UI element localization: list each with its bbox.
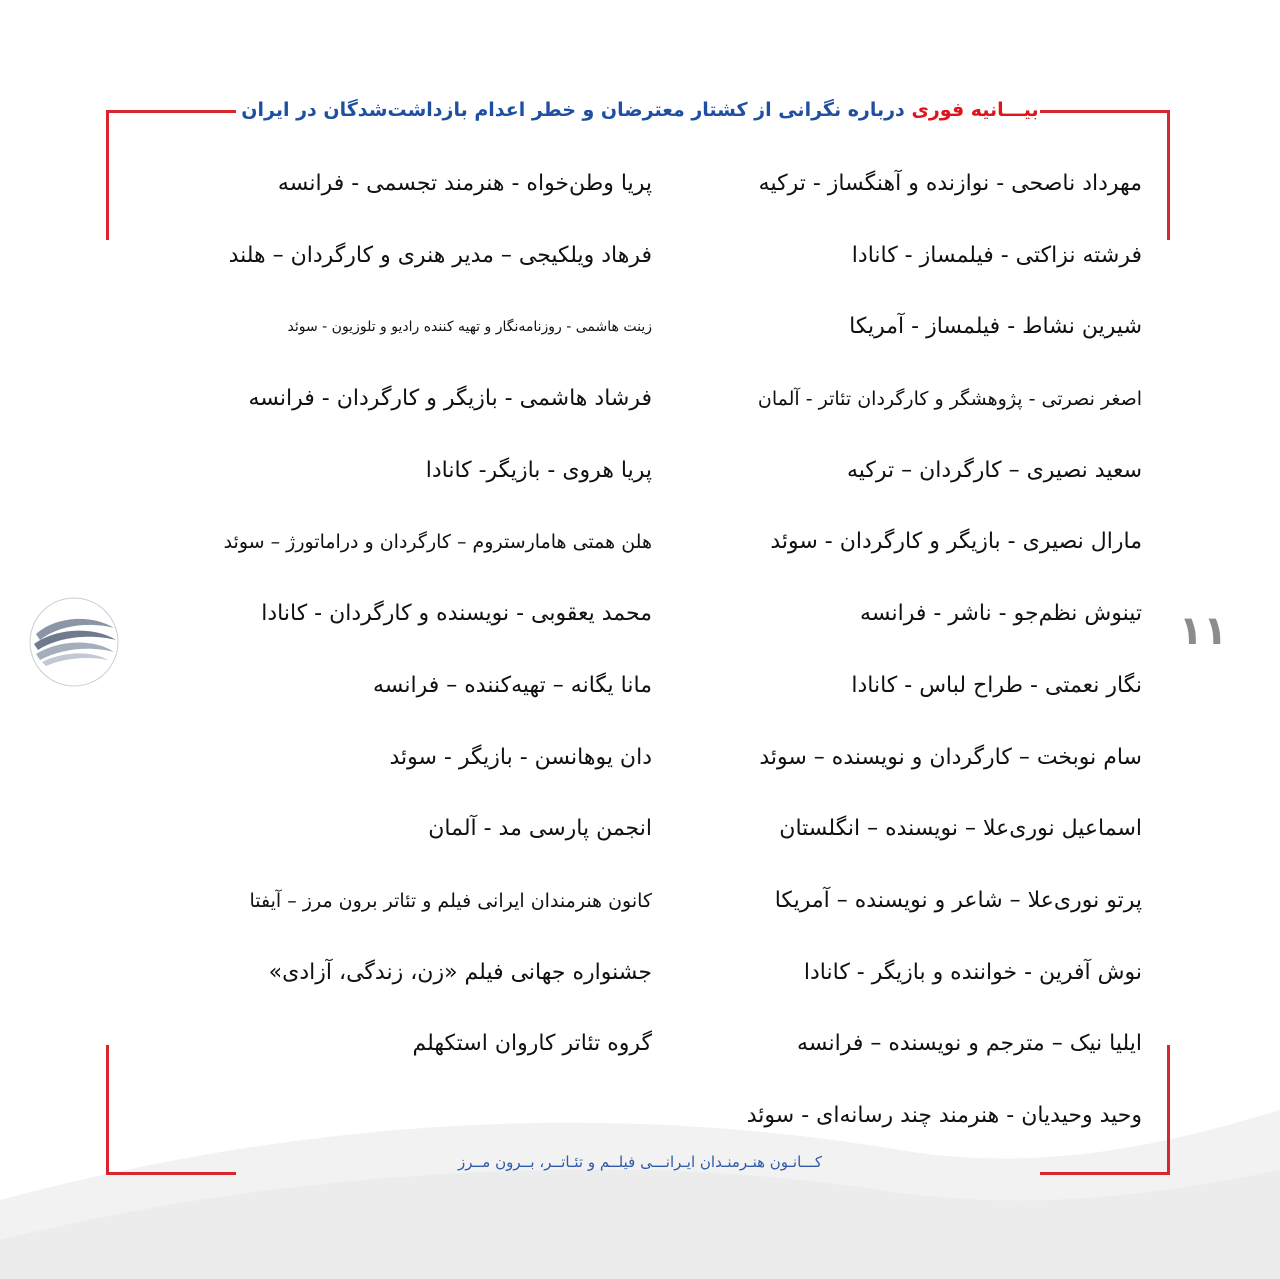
frame-line	[1040, 1172, 1170, 1175]
signatory-item: انجمن پارسی مد - آلمان	[428, 816, 652, 842]
signatory-item: هلن همتی هامارستروم – کارگردان و دراماتورژ – سوئد	[223, 531, 652, 554]
frame-line	[106, 110, 109, 240]
signatory-item: سام نوبخت – کارگردان و نویسنده – سوئد	[759, 744, 1142, 770]
signatory-item: مارال نصیری - بازیگر و کارگردان - سوئد	[770, 529, 1142, 555]
signatory-item: پریا هروی - بازیگر- کانادا	[425, 457, 652, 483]
signatory-item: گروه تئاتر کاروان استکهلم	[412, 1031, 652, 1057]
title-text: درباره نگرانی از کشتار معترضان و خطر اعدام بازداشت‌شدگان در ایران	[241, 99, 912, 121]
frame-line	[1167, 110, 1170, 240]
signatory-item: پریا وطن‌خواه - هنرمند تجسمی - فرانسه	[277, 171, 652, 196]
title-label: بیـــانیه فوری	[911, 99, 1039, 121]
frame-line	[106, 110, 236, 113]
statement-title	[240, 94, 1040, 126]
signatory-item: پرتو نوری‌علا – شاعر و نویسنده – آمریکا	[774, 887, 1142, 913]
signatory-item: دان یوهانسن - بازیگر - سوئد	[389, 744, 652, 770]
frame-line	[1040, 110, 1170, 113]
signatory-item: شیرین نشاط - فیلمساز - آمریکا	[849, 314, 1142, 340]
frame-line	[106, 1172, 236, 1175]
signatory-item: نگار نعمتی - طراح لباس - کانادا	[851, 672, 1142, 698]
signatory-item: وحید وحیدیان - هنرمند چند رسانه‌ای - سوئد	[746, 1102, 1142, 1128]
signatory-item: محمد یعقوبی - نویسنده و کارگردان - کانادا	[261, 601, 652, 627]
signatory-item: اسماعیل نوری‌علا – نویسنده – انگلستان	[779, 816, 1142, 842]
signatories-left-column	[120, 152, 652, 1084]
frame-line	[106, 1045, 109, 1175]
signatory-item: مانا یگانه – تهیه‌کننده – فرانسه	[372, 672, 652, 698]
footer-organization: کـــانـون هنـرمنـدان ایـرانـــی فیلــم و تئـاتــر، بــرون مــرز	[457, 1153, 823, 1171]
signatory-item: سعید نصیری – کارگردان – ترکیه	[846, 457, 1142, 483]
page-number: ۱۱	[1178, 608, 1228, 654]
signatory-item: اصغر نصرتی - پژوهشگر و کارگردان تئاتر - آلمان	[757, 388, 1142, 411]
signatory-item: نوش آفرین - خواننده و بازیگر - کانادا	[803, 959, 1142, 985]
signatory-item: کانون هنرمندان ایرانی فیلم و تئاتر برون مرز – آیفتا	[249, 889, 652, 912]
aifta-logo-icon	[26, 594, 122, 690]
signatory-item: جشنواره جهانی فیلم «زن، زندگی، آزادی»	[268, 959, 652, 985]
signatory-item: ایلیا نیک – مترجم و نویسنده – فرانسه	[797, 1031, 1142, 1057]
signatories-right-column	[660, 152, 1142, 1156]
signatory-item: فرشاد هاشمی - بازیگر و کارگردان - فرانسه	[248, 386, 652, 412]
signatory-item: تینوش نظم‌جو - ناشر - فرانسه	[860, 601, 1142, 627]
signatory-item: مهرداد ناصحی - نوازنده و آهنگساز - ترکیه	[758, 171, 1142, 196]
signatory-item: فرهاد ویلکیجی – مدیر هنری و کارگردان – هلند	[228, 242, 652, 268]
signatory-item: فرشته نزاکتی - فیلمساز - کانادا	[851, 242, 1142, 268]
signatory-item: زینت هاشمی - روزنامه‌نگار و تهیه کننده رادیو و تلوزیون - سوئد	[287, 319, 652, 336]
frame-line	[1167, 1045, 1170, 1175]
